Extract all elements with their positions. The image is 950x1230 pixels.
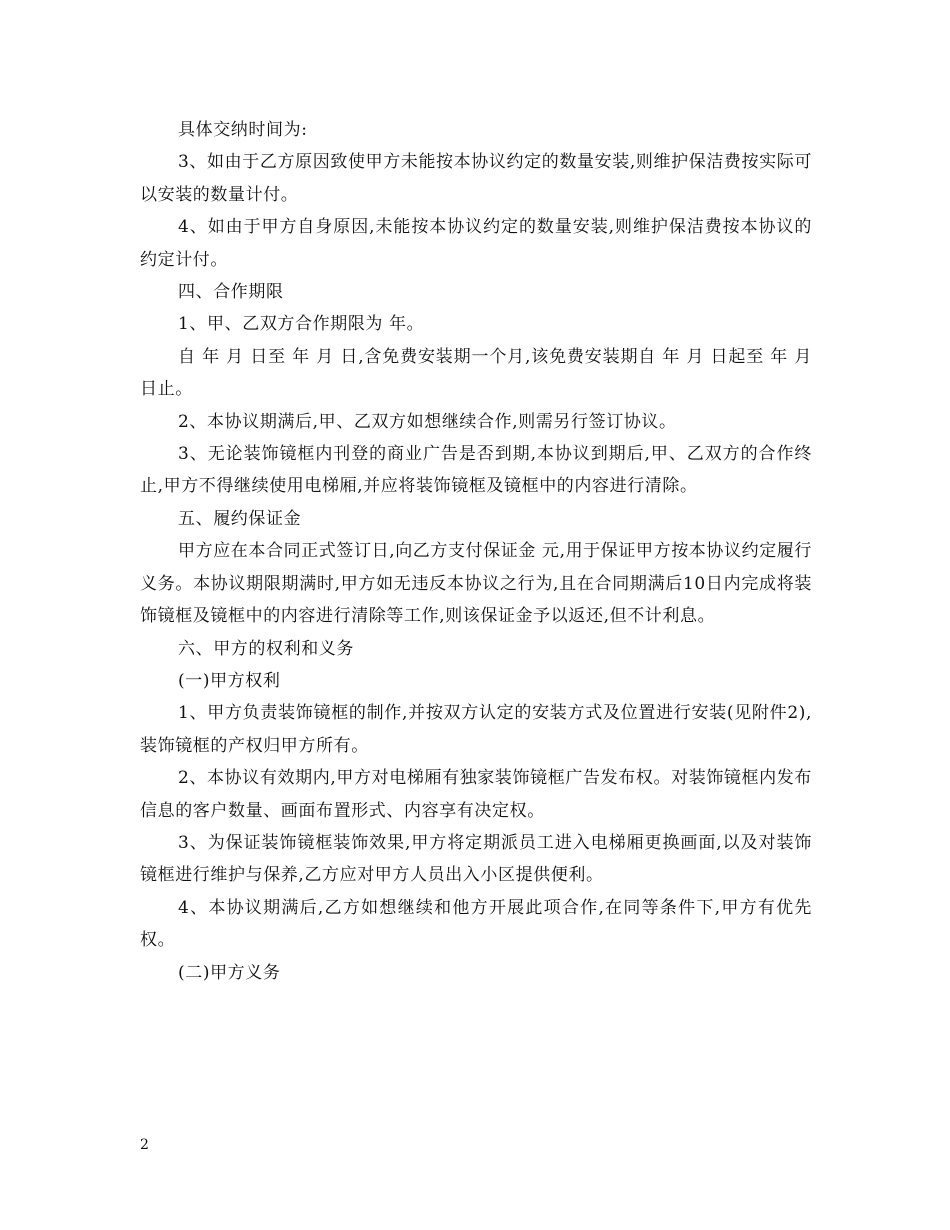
paragraph: 3、如由于乙方原因致使甲方未能按本协议约定的数量安装,则维护保洁费按实际可以安装的数量计付。 [140,152,812,205]
section-heading: 六、甲方的权利和义务 [178,638,354,659]
subsection-heading: (一)甲方权利 [178,670,281,691]
paragraph: 具体交纳时间为: [178,120,308,140]
subsection-heading: (二)甲方义务 [178,962,281,983]
page-number: 2 [140,1137,149,1153]
paragraph: 3、为保证装饰镜框装饰效果,甲方将定期派员工进入电梯厢更换画面,以及对装饰镜框进行维护与保养,乙方应对甲方人员出入小区提供便利。 [140,832,812,886]
paragraph: 1、甲、乙双方合作期限为 年。 [178,314,425,335]
paragraph: 4、本协议期满后,乙方如想继续和他方开展此项合作,在同等条件下,甲方有优先权。 [140,897,812,951]
section-heading: 五、履约保证金 [178,508,302,529]
paragraph: 2、本协议期满后,甲、乙双方如想继续合作,则需另行签订协议。 [178,411,677,432]
paragraph: 2、本协议有效期内,甲方对电梯厢有独家装饰镜框广告发布权。对装饰镜框内发布信息的客户数量、画面布置形式、内容享有决定权。 [140,768,812,821]
paragraph: 4、如由于甲方自身原因,未能按本协议约定的数量安装,则维护保洁费按本协议的约定计付。 [140,217,812,270]
section-heading: 四、合作期限 [178,282,284,303]
paragraph: 甲方应在本合同正式签订日,向乙方支付保证金 元,用于保证甲方按本协议约定履行义务。本协议期限期满时,甲方如无违反本协议之行为,且在合同期满后10日内完成将装饰镜框及镜框中的内容进行清除等工作,则该保证金予以返还,但不计利息。 [140,541,813,627]
paragraph: 自 年 月 日至 年 月 日,含免费安装期一个月,该免费安装期自 年 月 日起至 年 月 日止。 [140,346,812,400]
document-body [140,114,812,989]
paragraph: 3、无论装饰镜框内刊登的商业广告是否到期,本协议到期后,甲、乙双方的合作终止,甲方不得继续使用电梯厢,并应将装饰镜框及镜框中的内容进行清除。 [140,444,812,497]
paragraph: 1、甲方负责装饰镜框的制作,并按双方认定的安装方式及位置进行安装(见附件2),装饰镜框的产权归甲方所有。 [140,703,812,756]
